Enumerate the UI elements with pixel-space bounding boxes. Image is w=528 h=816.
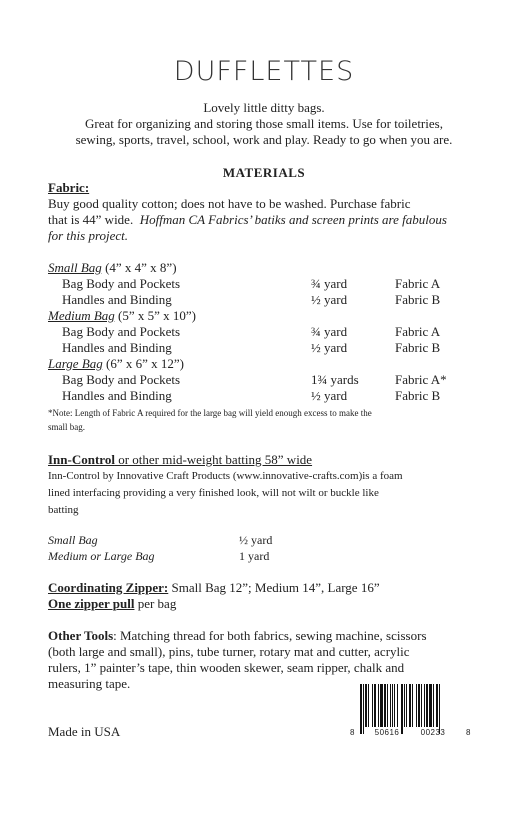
barcode-bar [368, 684, 369, 727]
tools-section [48, 628, 508, 692]
batting-heading-line [48, 452, 498, 468]
fabric-heading: Fabric: [48, 180, 90, 195]
barcode-bar [404, 684, 405, 727]
zipper-line [48, 580, 498, 596]
size-small-label [48, 260, 177, 276]
fabric-row-qty: ½ yard [311, 340, 348, 355]
fabric-text-1: Buy good quality cotton; does not have to be washed. Purchase fabric [48, 196, 411, 211]
batting-heading-rest: or other mid-weight batting 58” wide [114, 452, 313, 467]
fabric-note-line-1: *Note: Length of Fabric A required for the large bag will yield enough excess to make the [48, 408, 372, 418]
batting-desc-line-1: Inn-Control by Innovative Craft Products (www.innovative-crafts.com)is a foam [48, 470, 403, 482]
batting-row [48, 548, 508, 564]
fabric-row-item: Handles and Binding [62, 340, 172, 355]
size-medium-heading [48, 308, 508, 324]
fabric-row-qty: ¾ yard [311, 276, 348, 291]
fabric-note [48, 406, 498, 434]
barcode-bar [433, 684, 434, 727]
barcode-bar [384, 684, 386, 727]
barcode-check-digit: 8 [466, 728, 471, 737]
barcode-bar [436, 684, 438, 727]
tools-line-2: (both large and small), pins, tube turner, rotary mat and cutter, acrylic [48, 644, 410, 659]
size-large-name: Large Bag [48, 356, 103, 371]
fabric-note-line-2: small bag. [48, 422, 85, 432]
batting-desc [48, 468, 498, 519]
batting-heading: Inn-Control [48, 452, 115, 467]
barcode-bar [426, 684, 428, 727]
barcode-right-digits: 00233 [420, 728, 446, 737]
size-large-heading [48, 356, 508, 372]
batting-row-qty: 1 yard [239, 549, 270, 563]
batting-row-label: Medium or Large Bag [48, 549, 155, 563]
batting-desc-line-2: lined interfacing providing a very finished look, will not wilt or buckle like [48, 487, 379, 499]
barcode-lead-digit: 8 [350, 728, 355, 737]
fabric-row-item: Bag Body and Pockets [62, 372, 181, 387]
fabric-row [48, 324, 508, 340]
barcode-bar [387, 684, 388, 727]
barcode-bar [394, 684, 395, 727]
barcode-bar [365, 684, 367, 727]
size-small-dims: (4” x 4” x 8”) [101, 260, 177, 275]
barcode-bar [360, 684, 362, 734]
fabric-text-2 [48, 212, 498, 228]
barcode [350, 684, 472, 740]
fabric-row-fabric: Fabric B [395, 292, 441, 307]
made-in: Made in USA [48, 724, 121, 739]
zipper-heading: Coordinating Zipper: [48, 580, 169, 595]
fabric-row-item: Handles and Binding [62, 292, 172, 307]
fabric-row-fabric: Fabric A* [395, 372, 447, 387]
fabric-row [48, 388, 508, 404]
zipper-pull-rest: per bag [134, 596, 177, 611]
intro-line-2: Great for organizing and storing those small items. Use for toiletries, [85, 116, 443, 131]
barcode-bar [416, 684, 417, 727]
barcode-bar [363, 684, 364, 734]
barcode-bar [372, 684, 373, 727]
batting-desc-line-3: batting [48, 504, 79, 516]
materials-heading: MATERIALS [222, 165, 306, 180]
fabric-row-qty: ½ yard [311, 292, 348, 307]
zipper-pull-heading: One zipper pull [48, 596, 135, 611]
size-large-dims: (6” x 6” x 12”) [102, 356, 184, 371]
barcode-bar [429, 684, 432, 727]
fabric-recommendation: Hoffman CA Fabrics’ batiks and screen prints are fabulous [139, 212, 447, 227]
fabric-row-fabric: Fabric A [395, 276, 441, 291]
barcode-bar [380, 684, 383, 727]
intro-line-1: Lovely little ditty bags. [203, 100, 325, 115]
barcode-bar [406, 684, 407, 727]
size-small-heading [48, 260, 508, 276]
batting-row-label: Small Bag [48, 533, 98, 547]
batting-row [48, 532, 508, 548]
barcode-bar [397, 684, 398, 727]
tools-text-1: : Matching thread for both fabrics, sewing machine, scissors [113, 628, 427, 643]
barcode-bar [390, 684, 391, 727]
fabric-row-item: Handles and Binding [62, 388, 172, 403]
fabric-row [48, 276, 508, 292]
batting-section [48, 452, 498, 519]
intro-line-3: sewing, sports, travel, school, work and play. Ready to go when you are. [75, 132, 453, 147]
fabric-row-qty: ¾ yard [311, 324, 348, 339]
fabric-row-qty: 1¾ yards [311, 372, 359, 387]
zipper-pull-line [48, 596, 498, 612]
fabric-text-3: for this project. [48, 228, 129, 243]
barcode-bar [401, 684, 403, 734]
tools-line-3: rulers, 1” painter’s tape, thin wooden skewer, seam ripper, chalk and [48, 660, 405, 675]
fabric-row [48, 372, 508, 388]
barcode-bar [392, 684, 393, 727]
tools-line-1 [48, 628, 508, 644]
size-medium-name: Medium Bag [48, 308, 115, 323]
barcode-bar [418, 684, 420, 727]
intro-text [30, 100, 498, 148]
zipper-sizes: Small Bag 12”; Medium 14”, Large 16” [168, 580, 380, 595]
barcode-left-digits: 50616 [374, 728, 400, 737]
tools-line-4: measuring tape. [48, 676, 131, 691]
fabric-section [48, 180, 498, 244]
tools-heading: Other Tools [48, 628, 114, 643]
size-medium-dims: (5” x 5” x 10”) [114, 308, 197, 323]
fabric-row-fabric: Fabric A [395, 324, 441, 339]
fabric-row-item: Bag Body and Pockets [62, 324, 181, 339]
size-medium-label [48, 308, 196, 324]
size-large-label [48, 356, 184, 372]
barcode-bar [378, 684, 379, 727]
zipper-section [48, 580, 498, 612]
barcode-bar [412, 684, 413, 727]
fabric-width: that is 44” wide. [48, 212, 134, 227]
fabric-row-qty: ½ yard [311, 388, 348, 403]
barcode-bar [409, 684, 411, 727]
pattern-title: DUFFLETTES [173, 56, 355, 87]
fabric-row [48, 340, 508, 356]
barcode-bar [424, 684, 425, 727]
fabric-row-fabric: Fabric B [395, 388, 441, 403]
barcode-bar [439, 684, 440, 734]
barcode-bar [421, 684, 422, 727]
fabric-row [48, 292, 508, 308]
size-small-name: Small Bag [48, 260, 102, 275]
fabric-row-fabric: Fabric B [395, 340, 441, 355]
fabric-row-item: Bag Body and Pockets [62, 276, 181, 291]
batting-row-qty: ½ yard [239, 533, 273, 547]
barcode-bar [374, 684, 376, 727]
